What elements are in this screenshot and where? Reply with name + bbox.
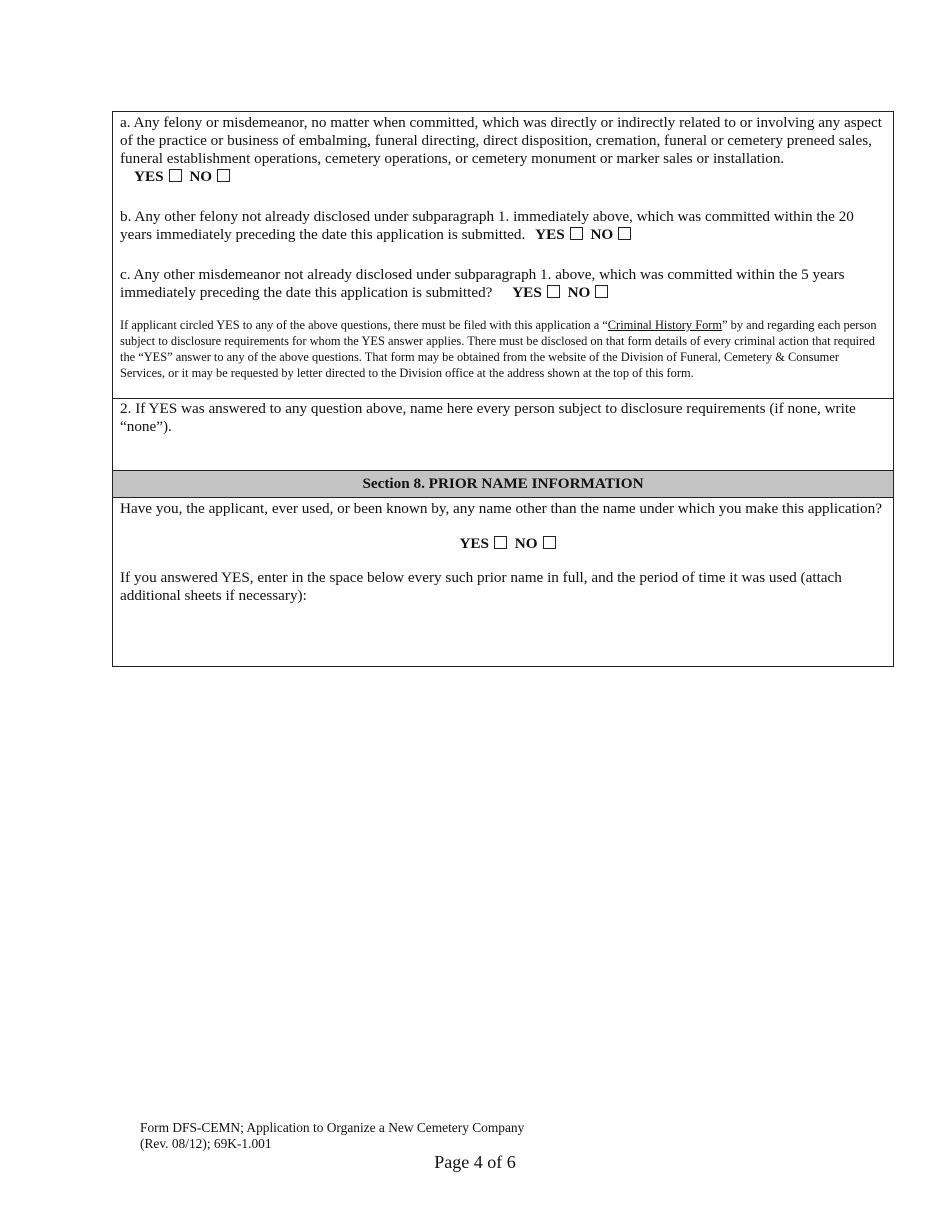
- question-b-no-label: NO: [590, 226, 614, 243]
- page-number: Page 4 of 6: [434, 1152, 516, 1172]
- question-a-no-checkbox[interactable]: [217, 169, 230, 182]
- question-b-yes-checkbox[interactable]: [570, 227, 583, 240]
- prior-name-yes-label: YES: [459, 535, 489, 552]
- question-c-yes-label: YES: [512, 284, 542, 301]
- prior-name-instruction: [113, 569, 893, 605]
- question-a-yes-checkbox[interactable]: [169, 169, 182, 182]
- question-a: [113, 114, 893, 186]
- disclosure-persons-entry-area[interactable]: [113, 434, 893, 468]
- question-a-no-label: NO: [189, 168, 213, 185]
- notice-text-before: If applicant circled YES to any of the above questions, there must be filed with this application a “: [120, 318, 608, 332]
- question-2-text: 2. If YES was answered to any question above, name here every person subject to disclosure requirements (if none, write “none”).: [120, 400, 856, 435]
- section-8-header: [113, 470, 893, 498]
- question-b-yes-label: YES: [535, 226, 565, 243]
- notice-text-after: ” by and regarding each person subject to disclosure requirements for whom the YES answer applies. There must be disclosed on that form details of every criminal action that required the “YES” answer to any of the above questions. That form may be obtained from the website of the Division of Funeral, Cemetery & Consumer Services, or it may be requested by letter directed to the Division office at the address shown at the top of this form.: [120, 318, 877, 380]
- divider: [113, 398, 893, 399]
- question-c: [113, 266, 893, 302]
- prior-name-yes-checkbox[interactable]: [494, 536, 507, 549]
- prior-name-yes-no: [113, 535, 893, 553]
- form-revision-line: (Rev. 08/12); 69K-1.001: [140, 1136, 272, 1151]
- question-c-yes-checkbox[interactable]: [547, 285, 560, 298]
- section-8-title: Section 8. PRIOR NAME INFORMATION: [362, 475, 644, 492]
- question-2: [113, 400, 893, 436]
- prior-name-question: [113, 500, 893, 518]
- question-b-no-checkbox[interactable]: [618, 227, 631, 240]
- prior-name-no-checkbox[interactable]: [543, 536, 556, 549]
- prior-name-no-label: NO: [514, 535, 538, 552]
- prior-name-entry-area[interactable]: [113, 606, 893, 664]
- question-c-text: c. Any other misdemeanor not already disclosed under subparagraph 1. above, which was committed within the 5 years immediately preceding the date this application is submitted?: [120, 266, 845, 301]
- question-b-text: b. Any other felony not already disclosed under subparagraph 1. immediately above, which was committed within the 20 years immediately preceding the date this application is submitted.: [120, 208, 854, 243]
- form-id-line: Form DFS-CEMN; Application to Organize a New Cemetery Company: [140, 1120, 525, 1135]
- question-c-no-checkbox[interactable]: [595, 285, 608, 298]
- question-b: [113, 208, 893, 244]
- prior-name-instruction-text: If you answered YES, enter in the space below every such prior name in full, and the period of time it was used (attach additional sheets if necessary):: [120, 569, 842, 604]
- criminal-history-notice: [113, 317, 893, 381]
- prior-name-question-text: Have you, the applicant, ever used, or been known by, any name other than the name under which you make this application?: [120, 500, 882, 517]
- question-c-no-label: NO: [567, 284, 591, 301]
- question-a-text: a. Any felony or misdemeanor, no matter when committed, which was directly or indirectly related to or involving any aspect of the practice or business of embalming, funeral directing, direct disposition, cremation, funeral or cemetery preneed sales, funeral establishment operations, cemetery operations, or cemetery monument or marker sales or installation.: [120, 114, 882, 167]
- disclosure-form-box: [112, 111, 894, 667]
- criminal-history-form-link[interactable]: Criminal History Form: [607, 318, 723, 332]
- form-footer: [140, 1120, 524, 1152]
- question-a-yes-label: YES: [134, 168, 164, 185]
